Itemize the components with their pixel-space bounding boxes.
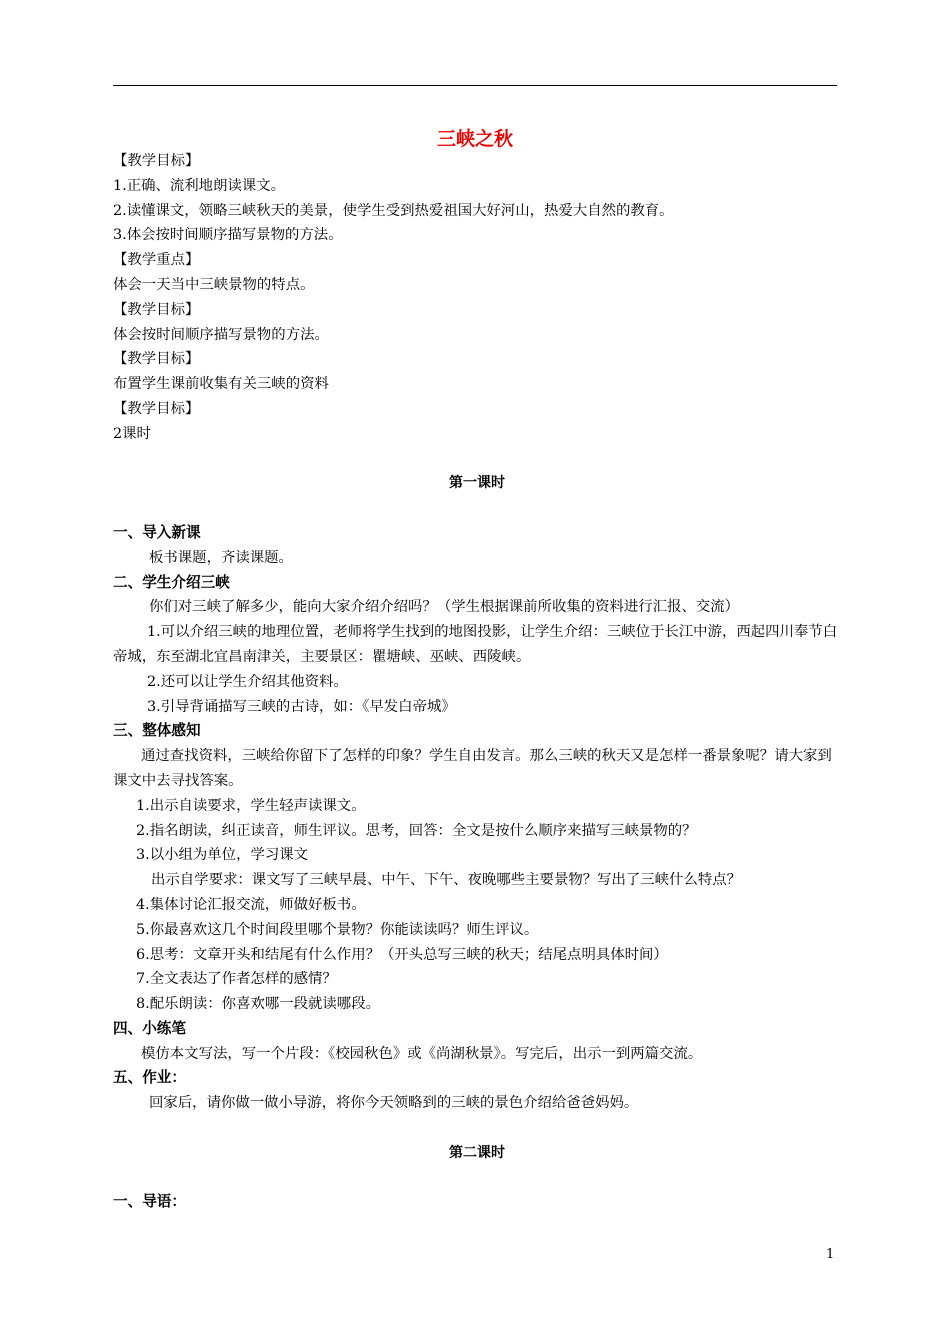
list-item: 4.集体讨论汇报交流，师做好板书。 bbox=[136, 896, 366, 913]
intro-line: 3.体会按时间顺序描写景物的方法。 bbox=[113, 227, 343, 244]
intro-line: 1.正确、流利地朗读课文。 bbox=[113, 177, 286, 194]
list-item: 1.出示自读要求，学生轻声读课文。 bbox=[136, 797, 366, 814]
intro-line: 布置学生课前收集有关三峡的资料 bbox=[113, 376, 329, 393]
list-item: 8.配乐朗读：你喜欢哪一段就读哪段。 bbox=[136, 996, 380, 1013]
lesson1-heading: 第一课时 bbox=[449, 475, 505, 492]
intro-line: 体会按时间顺序描写景物的方法。 bbox=[113, 326, 329, 343]
list-item: 6.思考：文章开头和结尾有什么作用？（开头总写三峡的秋天；结尾点明具体时间） bbox=[136, 946, 668, 963]
section-heading: 四、小练笔 bbox=[113, 1019, 186, 1037]
intro-line: 【教学重点】 bbox=[113, 252, 200, 269]
intro-line: 2课时 bbox=[113, 425, 151, 442]
paragraph: 3.引导背诵描写三峡的古诗，如：《早发白帝城》 bbox=[147, 698, 456, 715]
intro-line: 【教学目标】 bbox=[113, 351, 200, 368]
paragraph: 2.还可以让学生介绍其他资料。 bbox=[147, 673, 348, 690]
list-item: 7.全文表达了作者怎样的感情？ bbox=[136, 971, 337, 988]
paragraph: 模仿本文写法，写一个片段：《校园秋色》或《尚湖秋景》。写完后，出示一到两篇交流。 bbox=[141, 1045, 703, 1062]
page-title: 三峡之秋 bbox=[436, 128, 513, 150]
paragraph: 你们对三峡了解多少，能向大家介绍介绍吗？（学生根据课前所收集的资料进行汇报、交流） bbox=[149, 599, 740, 616]
document-body bbox=[113, 149, 841, 1215]
intro-line: 【教学目标】 bbox=[113, 400, 200, 417]
paragraph: 通过查找资料，三峡给你留下了怎样的印象？学生自由发言。那么三峡的秋天又是怎样一番景象呢？请大家到课文中去寻找答案。 bbox=[113, 748, 832, 789]
paragraph: 回家后，请你做一做小导游，将你今天领略到的三峡的景色介绍给爸爸妈妈。 bbox=[149, 1095, 639, 1112]
section-heading: 一、导语： bbox=[113, 1193, 186, 1211]
section-heading: 二、学生介绍三峡 bbox=[113, 573, 230, 591]
list-item: 5.你最喜欢这几个时间段里哪个景物？你能读读吗？师生评议。 bbox=[136, 921, 539, 938]
intro-line: 【教学目标】 bbox=[113, 153, 200, 169]
paragraph: 1.可以介绍三峡的地理位置，老师将学生找到的地图投影，让学生介绍：三峡位于长江中游，西起四川奉节白帝城，东至湖北宜昌南津关，主要景区：瞿塘峡、巫峡、西陵峡。 bbox=[113, 624, 838, 665]
section-heading: 一、导入新课 bbox=[113, 523, 201, 541]
list-item: 3.以小组为单位，学习课文 bbox=[136, 847, 309, 864]
paragraph: 板书课题，齐读课题。 bbox=[149, 549, 293, 566]
list-item: 2.指名朗读，纠正读音，师生评议。思考，回答：全文是按什么顺序来描写三峡景物的？ bbox=[136, 822, 697, 839]
section-heading: 五、作业： bbox=[113, 1069, 186, 1087]
header-rule bbox=[113, 85, 837, 86]
page-number: 1 bbox=[826, 1247, 835, 1262]
paragraph: 出示自学要求：课文写了三峡早晨、中午、下午、夜晚哪些主要景物？写出了三峡什么特点？ bbox=[151, 872, 742, 889]
intro-line: 体会一天当中三峡景物的特点。 bbox=[113, 276, 315, 293]
lesson2-heading: 第二课时 bbox=[449, 1144, 505, 1161]
intro-line: 2.读懂课文，领略三峡秋天的美景，使学生受到热爱祖国大好河山，热爱大自然的教育。 bbox=[113, 202, 674, 219]
section-heading: 三、整体感知 bbox=[113, 722, 201, 740]
intro-line: 【教学目标】 bbox=[113, 301, 200, 318]
